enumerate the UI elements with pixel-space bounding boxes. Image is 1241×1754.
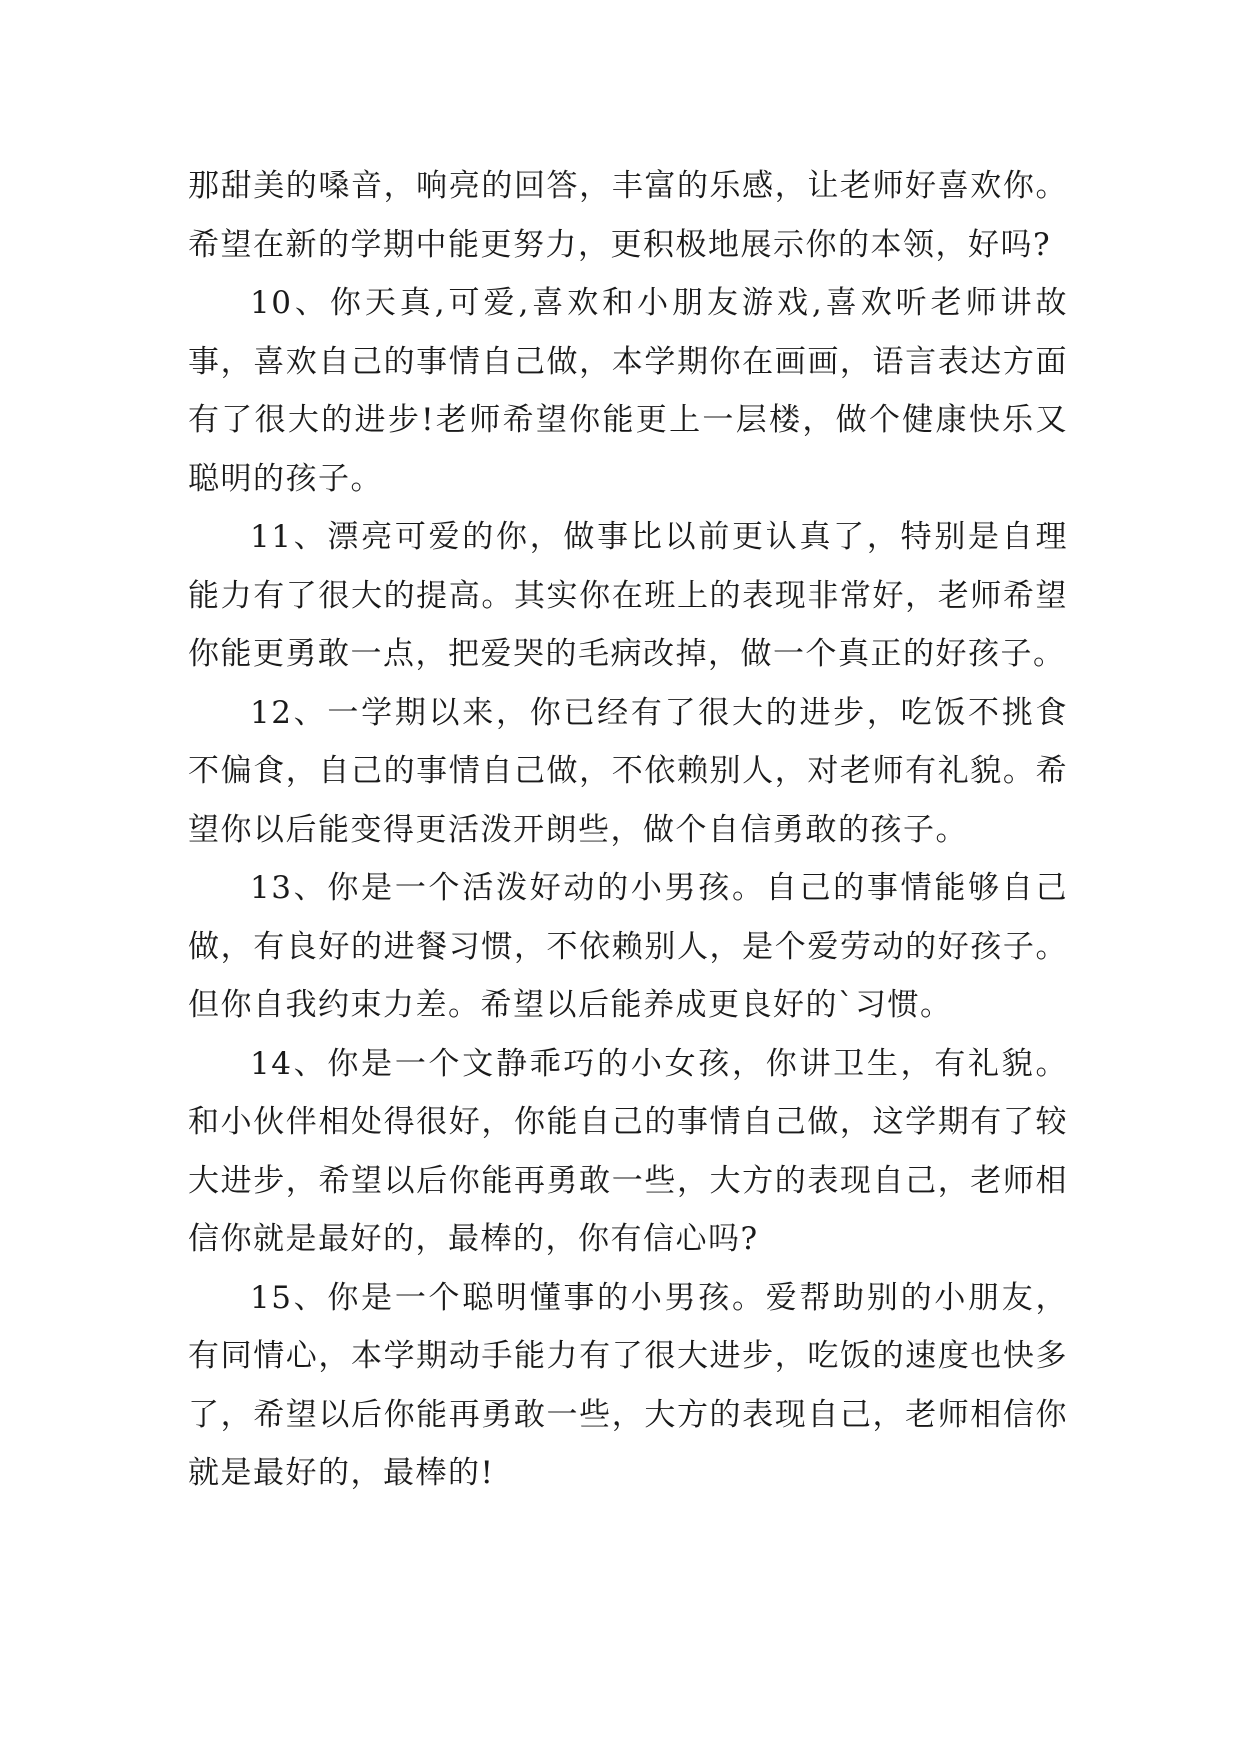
paragraph-11: 11、漂亮可爱的你，做事比以前更认真了，特别是自理能力有了很大的提高。其实你在班上的表现非常好，老师希望你能更勇敢一点，把爱哭的毛病改掉，做一个真正的好孩子。 — [188, 519, 1068, 672]
paragraph-12: 12、一学期以来，你已经有了很大的进步，吃饭不挑食不偏食，自己的事情自己做，不依赖别人，对老师有礼貌。希望你以后能变得更活泼开朗些，做个自信勇敢的孩子。 — [188, 694, 1068, 848]
paragraph-15: 15、你是一个聪明懂事的小男孩。爱帮助别的小朋友，有同情心，本学期动手能力有了很大进步，吃饭的速度也快多了，希望以后你能再勇敢一些，大方的表现自己，老师相信你就是最好的，最棒的! — [188, 1279, 1068, 1491]
paragraph-10: 10、你天真,可爱,喜欢和小朋友游戏,喜欢听老师讲故事，喜欢自己的事情自己做，本学期你在画画，语言表达方面有了很大的进步!老师希望你能更上一层楼，做个健康快乐又聪明的孩子。 — [188, 285, 1068, 497]
paragraph-9-continued: 那甜美的嗓音，响亮的回答，丰富的乐感，让老师好喜欢你。希望在新的学期中能更努力，更积极地展示你的本领，好吗? — [188, 168, 1068, 263]
document-body — [188, 157, 1068, 1503]
paragraph-13: 13、你是一个活泼好动的小男孩。自己的事情能够自己做，有良好的进餐习惯，不依赖别人，是个爱劳动的好孩子。但你自我约束力差。希望以后能养成更良好的`习惯。 — [188, 870, 1068, 1023]
paragraph-14: 14、你是一个文静乖巧的小女孩，你讲卫生，有礼貌。和小伙伴相处得很好，你能自己的事情自己做，这学期有了较大进步，希望以后你能再勇敢一些，大方的表现自己，老师相信你就是最好的，最棒的，你有信心吗? — [188, 1045, 1068, 1257]
